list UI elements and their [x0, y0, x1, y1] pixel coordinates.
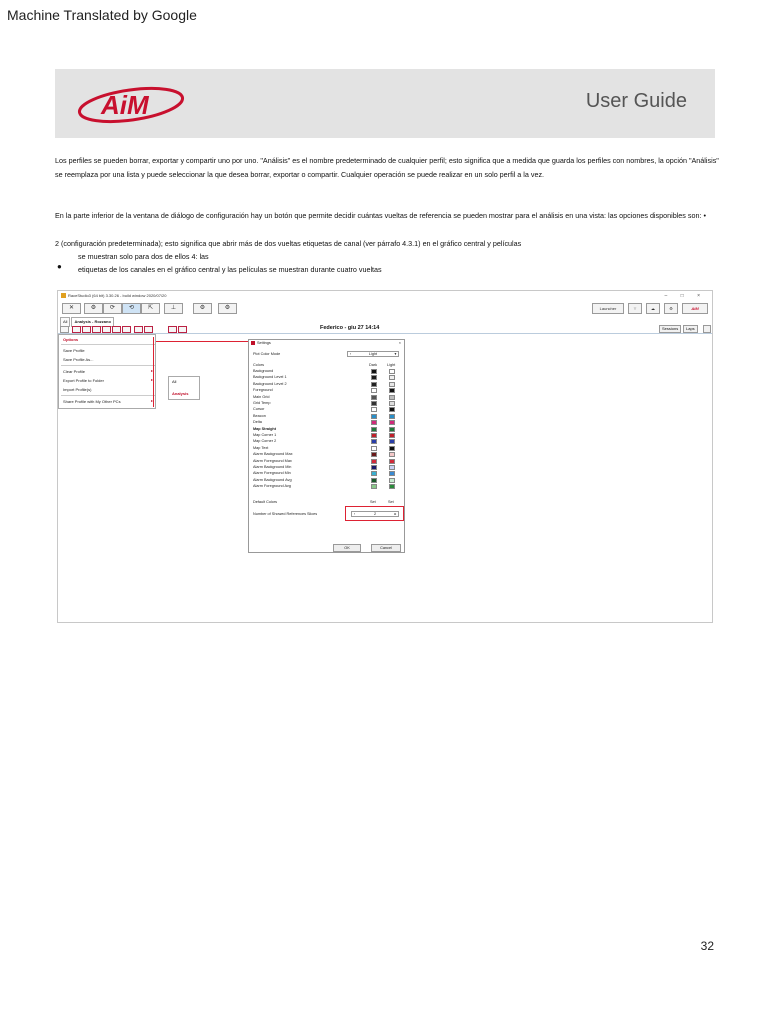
- showed-references-value: 2: [373, 512, 377, 516]
- settings-dialog: [248, 339, 405, 553]
- session-title: Federico - giu 27 14:14: [320, 325, 380, 331]
- dark-color-swatch[interactable]: [371, 459, 377, 464]
- chevron-down-icon[interactable]: ▾: [394, 352, 397, 356]
- dark-color-swatch[interactable]: [371, 375, 377, 380]
- light-color-swatch[interactable]: [389, 439, 395, 444]
- paragraph-3: 2 (configuración predeterminada); esto significa que abrir más de dos vueltas etiquetas de canal (ver párrafo 4.3.1) en el gráfico central y películas: [55, 239, 522, 248]
- color-row-label: Cursor: [253, 407, 265, 412]
- light-color-swatch[interactable]: [389, 388, 395, 393]
- app-icon: [61, 293, 66, 298]
- view-button-5[interactable]: [112, 326, 121, 333]
- ok-button[interactable]: OK: [333, 544, 361, 552]
- view-button-10[interactable]: [178, 326, 187, 333]
- colors-header: Colors: [253, 363, 264, 367]
- dark-color-swatch[interactable]: [371, 471, 377, 476]
- light-color-swatch[interactable]: [389, 401, 395, 406]
- submenu-arrow-icon: ▸: [151, 368, 154, 373]
- user-guide-title: User Guide: [585, 90, 687, 112]
- light-color-swatch[interactable]: [389, 414, 395, 419]
- dark-color-swatch[interactable]: [371, 465, 377, 470]
- view-button-6[interactable]: [122, 326, 131, 333]
- light-color-swatch[interactable]: [389, 369, 395, 374]
- color-row-label: Grid Temp: [253, 401, 271, 405]
- dark-color-swatch[interactable]: [371, 420, 377, 425]
- view-button-4[interactable]: [102, 326, 111, 333]
- color-row: [253, 483, 403, 489]
- header-band: [55, 69, 715, 138]
- light-color-swatch[interactable]: [389, 427, 395, 432]
- window-title: RaceStudio3 (64 bit) 3.30.26 - build window 2020/07/20: [68, 293, 167, 298]
- wifi-icon[interactable]: ⌔: [628, 303, 642, 314]
- laps-button[interactable]: Laps: [683, 325, 698, 333]
- light-color-swatch[interactable]: [389, 420, 395, 425]
- racestudio-screenshot: [57, 290, 713, 623]
- wrench-icon[interactable]: [703, 325, 711, 333]
- tab-all[interactable]: All: [60, 317, 70, 327]
- menu-separator: [61, 395, 155, 396]
- config-tool-button[interactable]: ⚙: [193, 303, 212, 314]
- light-column-header: Light: [387, 363, 396, 367]
- dark-color-swatch[interactable]: [371, 407, 377, 412]
- color-row-label: Beacon: [253, 413, 266, 418]
- tab-row: [60, 317, 115, 325]
- settings-tool-button[interactable]: ⚙: [84, 303, 103, 314]
- set-dark-button[interactable]: Set: [370, 500, 376, 504]
- undo-tool-button[interactable]: ⟲: [122, 303, 141, 314]
- dark-color-swatch[interactable]: [371, 433, 377, 438]
- cloud-icon[interactable]: ☁: [646, 303, 660, 314]
- dark-color-swatch[interactable]: [371, 388, 377, 393]
- color-row-label: Alarm Foreground Min: [253, 471, 291, 476]
- callout-line: [156, 341, 248, 342]
- light-color-swatch[interactable]: [389, 433, 395, 438]
- menu-item-clear-profile[interactable]: Clear Profile: [63, 369, 86, 374]
- toolbar: [58, 302, 712, 316]
- window-controls[interactable]: – □ ×: [664, 293, 706, 299]
- gear-small-icon[interactable]: [60, 326, 69, 333]
- menu-item-save-profile[interactable]: Save Profile: [63, 348, 85, 353]
- color-row-label: Map Corner 1: [253, 433, 277, 437]
- sessions-button[interactable]: Sessions: [659, 325, 681, 333]
- color-row-label: Background Level 2: [253, 381, 287, 386]
- tab-analysis[interactable]: Analysis - Rozzano: [71, 317, 113, 327]
- plot-color-mode-label: Plot Color Mode: [253, 352, 281, 356]
- profile-submenu: [168, 376, 200, 400]
- color-row-label: Delta: [253, 420, 262, 425]
- paragraph-5: etiquetas de los canales en el gráfico central y las películas se muestran durante cuatro vueltas: [78, 265, 382, 274]
- menu-item-save-profile-as[interactable]: Save Profile As...: [63, 357, 94, 362]
- color-row-label: Background: [253, 369, 274, 373]
- color-row-label: Alarm Foreground Avg: [253, 484, 291, 489]
- color-row-label: Foreground: [253, 388, 273, 393]
- logo-text: AiM: [101, 90, 149, 120]
- divider-line: [58, 333, 712, 334]
- menu-separator: [61, 344, 155, 345]
- submenu-item-analysis[interactable]: Analysis: [172, 391, 189, 396]
- view-button-1[interactable]: [72, 326, 81, 333]
- plot-color-mode-value: Light: [368, 352, 378, 356]
- view-button-9[interactable]: [168, 326, 177, 333]
- light-color-swatch[interactable]: [389, 452, 395, 457]
- gear-icon[interactable]: ⚙: [664, 303, 678, 314]
- color-row-label: Background Level 1: [253, 375, 287, 380]
- dark-color-swatch[interactable]: [371, 401, 377, 406]
- light-color-swatch[interactable]: [389, 446, 395, 451]
- light-color-swatch[interactable]: [389, 465, 395, 470]
- launcher-button[interactable]: Launcher: [592, 303, 624, 314]
- view-button-3[interactable]: [92, 326, 101, 333]
- dark-color-swatch[interactable]: [371, 395, 377, 400]
- menu-header-options: Options: [63, 337, 79, 342]
- menu-highlight-line: [153, 337, 154, 407]
- color-row-label: Alarm Background Min: [253, 465, 292, 469]
- light-color-swatch[interactable]: [389, 395, 395, 400]
- dialog-title: Settings: [257, 341, 271, 345]
- submenu-arrow-icon: ▸: [151, 377, 154, 382]
- plot-color-mode-select[interactable]: [347, 351, 399, 357]
- window-titlebar: [58, 291, 712, 301]
- export-tool-button[interactable]: ⇱: [141, 303, 160, 314]
- light-color-swatch[interactable]: [389, 382, 395, 387]
- menu-item-import-profiles[interactable]: Import Profile(s): [63, 387, 92, 392]
- machine-translated-label: Machine Translated by Google: [7, 7, 197, 23]
- light-color-swatch[interactable]: [389, 478, 395, 483]
- color-row-label: Alarm Background Max: [253, 452, 293, 457]
- color-row-label: Map Straight: [253, 426, 276, 431]
- decrement-icon[interactable]: ‹: [353, 512, 356, 516]
- menu-item-share-profile[interactable]: Share Profile with My Other PCs: [63, 399, 121, 404]
- cancel-button[interactable]: Cancel: [371, 544, 401, 552]
- close-icon[interactable]: ×: [398, 341, 401, 345]
- light-color-swatch[interactable]: [389, 459, 395, 464]
- close-tool-button[interactable]: ✕: [62, 303, 81, 314]
- dark-column-header: Dark: [369, 363, 378, 367]
- light-color-swatch[interactable]: [389, 484, 395, 489]
- color-row-label: Main Grid: [253, 394, 270, 399]
- color-row-label: Alarm Foreground Max: [253, 458, 292, 463]
- dark-color-swatch[interactable]: [371, 478, 377, 483]
- marker-tool-button[interactable]: ⊥: [164, 303, 183, 314]
- view-button-7[interactable]: [134, 326, 143, 333]
- dark-color-swatch[interactable]: [371, 414, 377, 419]
- default-colors-label: Default Colors: [253, 500, 278, 504]
- page-number: 32: [700, 939, 714, 953]
- view-button-2[interactable]: [82, 326, 91, 333]
- paragraph-4: se muestran solo para dos de ellos 4: las: [78, 252, 209, 261]
- options-tool-button[interactable]: ⚙: [218, 303, 237, 314]
- dark-color-swatch[interactable]: [371, 427, 377, 432]
- aim-small-logo[interactable]: AiM: [682, 303, 708, 314]
- bullet-icon: ●: [57, 262, 62, 271]
- color-row-label: Map Corner 2: [253, 439, 277, 444]
- decrement-icon[interactable]: ‹: [349, 352, 352, 356]
- aim-logo: [77, 83, 185, 125]
- showed-references-label: Number of Showed References Slices: [253, 512, 318, 516]
- dark-color-swatch[interactable]: [371, 446, 377, 451]
- paragraph-1: Los perfiles se pueden borrar, exportar y compartir uno por uno. "Análisis" es el nombre predeterminado de cualquier perfil; esto significa que a medida que guarda los perfiles con nombres, la opción "Análisis" se reemplaza por una lista y puede seleccionar la que desea borrar, exportar o compartir. Cualquier operación se puede realizar en un solo perfil a la vez.: [55, 156, 719, 179]
- dark-color-swatch[interactable]: [371, 382, 377, 387]
- menu-separator: [61, 365, 155, 366]
- set-light-button[interactable]: Set: [388, 500, 394, 504]
- dark-color-swatch[interactable]: [371, 369, 377, 374]
- options-menu: [58, 334, 156, 409]
- highlight-box: [345, 506, 404, 521]
- menu-item-export-profile[interactable]: Export Profile to Folder: [63, 378, 104, 383]
- dialog-titlebar: [249, 340, 404, 347]
- view-button-8[interactable]: [144, 326, 153, 333]
- light-color-swatch[interactable]: [389, 375, 395, 380]
- settings-icon: [251, 341, 255, 345]
- dark-color-swatch[interactable]: [371, 439, 377, 444]
- light-color-swatch[interactable]: [389, 407, 395, 412]
- increment-icon[interactable]: ▸: [394, 512, 397, 516]
- dark-color-swatch[interactable]: [371, 484, 377, 489]
- color-row-label: Map Text: [253, 445, 269, 450]
- submenu-arrow-icon: ▸: [151, 398, 154, 403]
- refresh-tool-button[interactable]: ⟳: [103, 303, 122, 314]
- paragraph-2: En la parte inferior de la ventana de diálogo de configuración hay un botón que permite decidir cuántas vueltas de referencia se pueden mostrar para el análisis en una vista: las opciones disponibles son: •: [55, 211, 706, 220]
- submenu-item-all[interactable]: All: [172, 379, 177, 384]
- color-row-label: Alarm Background Avg: [253, 477, 292, 482]
- light-color-swatch[interactable]: [389, 471, 395, 476]
- dark-color-swatch[interactable]: [371, 452, 377, 457]
